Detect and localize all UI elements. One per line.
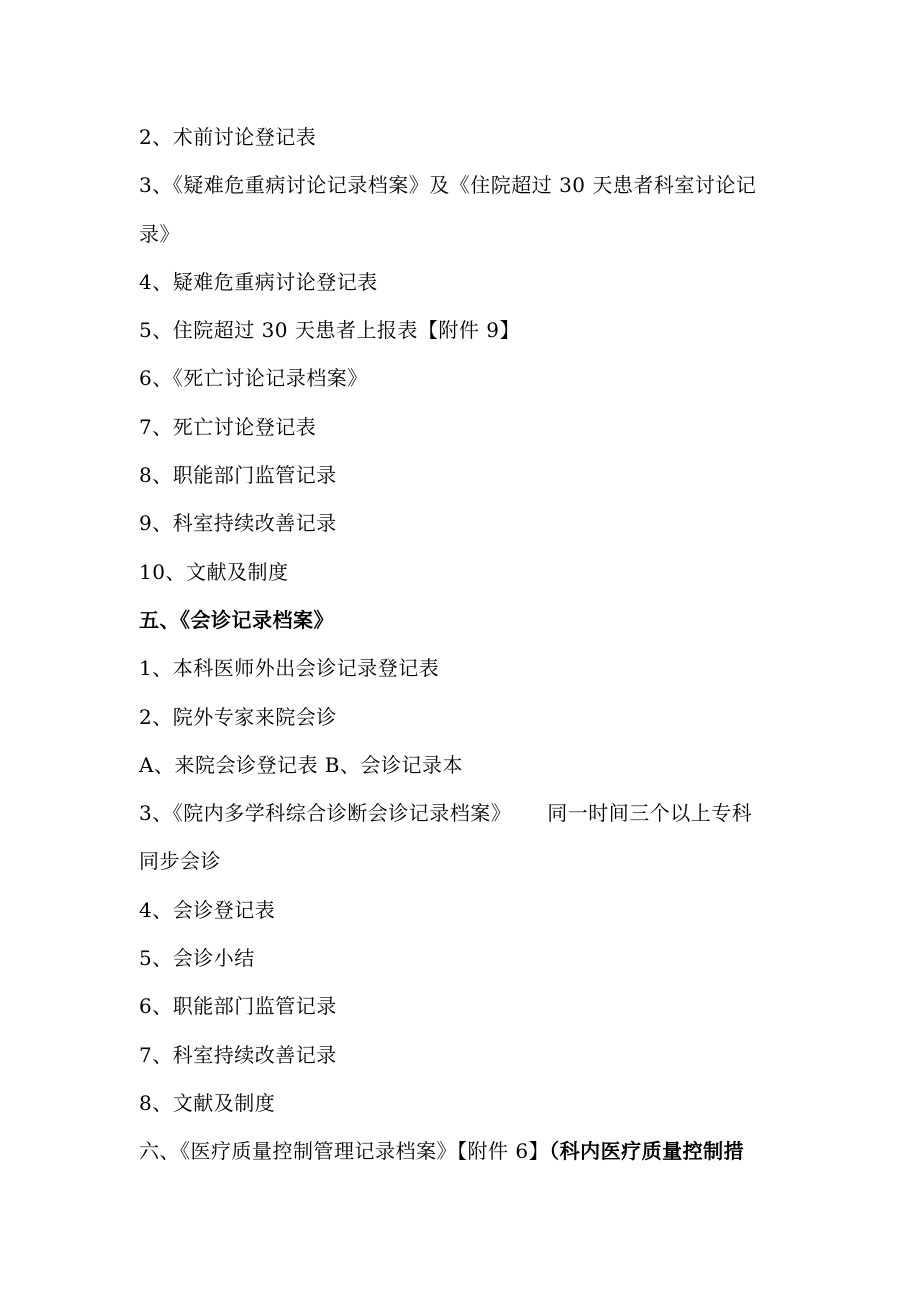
document-body (139, 113, 789, 1176)
list-item: 5、住院超过 30 天患者上报表【附件 9】 (139, 318, 520, 343)
list-item: A、来院会诊登记表 B、会诊记录本 (139, 752, 463, 777)
list-item: 10、文献及制度 (139, 559, 289, 584)
list-item-note: 同一时间三个以上专科 (547, 801, 753, 826)
section-heading-text: 六、《医疗质量控制管理记录档案》【附件 6】 (139, 1139, 550, 1164)
list-item-continuation: 录》 (139, 221, 180, 246)
list-item: 4、疑难危重病讨论登记表 (139, 269, 378, 294)
list-item-continuation: 同步会诊 (139, 849, 221, 874)
list-item: 9、科室持续改善记录 (139, 511, 337, 536)
section-heading (139, 1127, 789, 1175)
list-item: 1、本科医师外出会诊记录登记表 (139, 656, 440, 681)
list-item: 3、《疑难危重病讨论记录档案》及《住院超过 30 天患者科室讨论记 (139, 173, 757, 198)
section-heading-bold-note: （科内医疗质量控制措 (549, 1139, 745, 1164)
list-item: 8、文献及制度 (139, 1090, 276, 1115)
list-item-text: 3、《院内多学科综合诊断会诊记录档案》 (139, 801, 512, 826)
list-item: 7、科室持续改善记录 (139, 1042, 337, 1067)
list-item: 6、职能部门监管记录 (139, 994, 337, 1019)
list-item: 2、术前讨论登记表 (139, 125, 317, 149)
list-item: 8、职能部门监管记录 (139, 463, 337, 488)
list-item (139, 789, 789, 837)
list-item: 6、《死亡讨论记录档案》 (139, 366, 368, 391)
list-item: 7、死亡讨论登记表 (139, 414, 317, 439)
section-heading: 五、《会诊记录档案》 (139, 607, 334, 632)
list-item: 5、会诊小结 (139, 946, 255, 971)
list-item: 4、会诊登记表 (139, 897, 276, 922)
list-item: 2、院外专家来院会诊 (139, 704, 337, 729)
